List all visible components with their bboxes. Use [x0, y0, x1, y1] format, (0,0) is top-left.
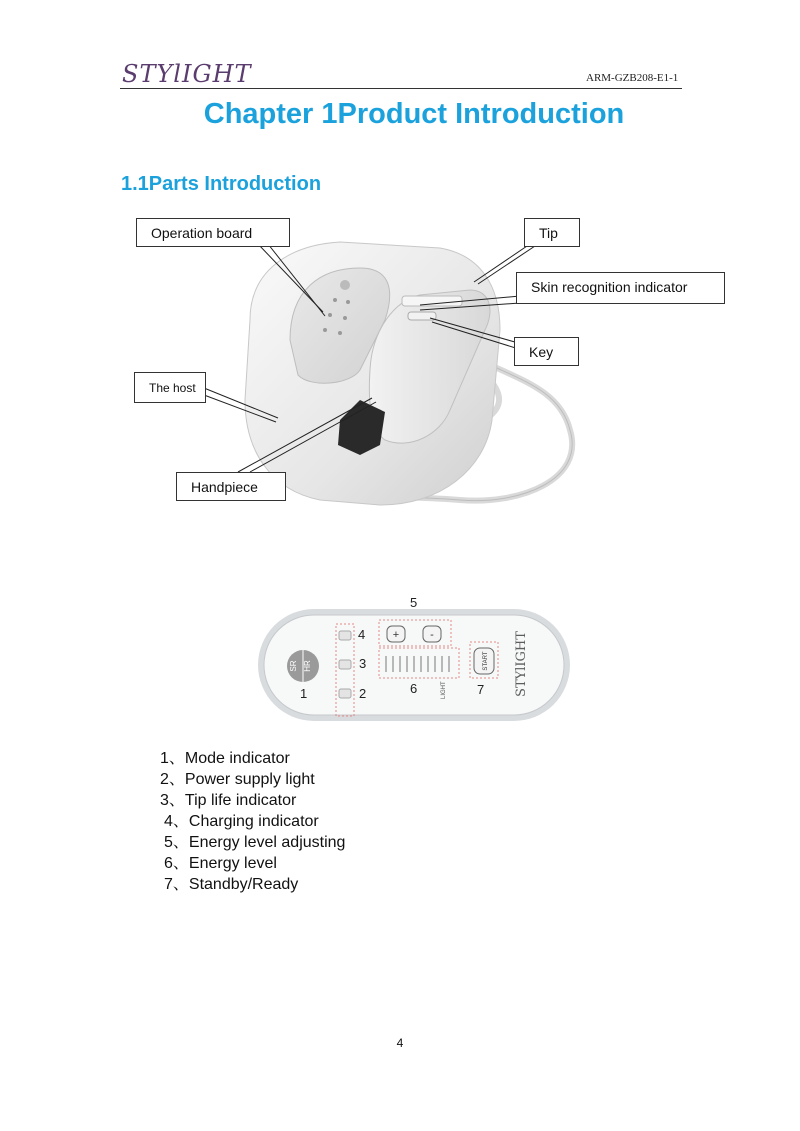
panel-number-4: 4: [358, 627, 366, 642]
page-number: 4: [396, 1036, 404, 1050]
callout-skin-recognition: Skin recognition indicator: [516, 272, 725, 304]
control-panel-diagram: [255, 604, 575, 726]
callout-operation-board: Operation board: [136, 218, 290, 247]
legend-item: 2、Power supply light: [160, 771, 315, 788]
legend-item: 5、Energy level adjusting: [164, 834, 346, 851]
section-title: 1.1Parts Introduction: [121, 173, 322, 195]
device-illustration: [0, 200, 800, 530]
panel-number-2: 2: [359, 686, 367, 701]
legend-item: 1、Mode indicator: [160, 750, 290, 767]
panel-number-6: 6: [410, 681, 418, 696]
legend-item: 7、Standby/Ready: [164, 876, 299, 893]
energy-plus-button: [387, 626, 405, 642]
panel-number-5: 5: [410, 595, 418, 610]
panel-brand: STYlIGHT: [514, 631, 529, 697]
minus-label: -: [430, 629, 434, 641]
legend-item: 6、Energy level: [164, 855, 277, 872]
header-divider: [120, 88, 682, 89]
legend-item: 3、Tip life indicator: [160, 792, 297, 809]
parts-legend: [160, 748, 345, 895]
mode-sr-label: SR: [289, 660, 298, 672]
callout-key: Key: [514, 337, 579, 366]
start-button: [474, 648, 494, 674]
panel-number-3: 3: [359, 656, 367, 671]
energy-minus-button: [423, 626, 441, 642]
panel-number-7: 7: [477, 682, 485, 697]
light-label: LIGHT: [441, 681, 447, 699]
callout-host: The host: [134, 372, 206, 403]
chapter-title: Chapter 1Product Introduction: [203, 98, 625, 130]
callout-handpiece: Handpiece: [176, 472, 286, 501]
mode-hr-label: HR: [303, 660, 312, 672]
mode-indicator: [287, 650, 319, 682]
panel-number-1: 1: [300, 686, 308, 701]
start-label: START: [483, 651, 489, 671]
document-code: ARM-GZB208-E1-1: [586, 72, 679, 84]
plus-label: +: [392, 629, 400, 641]
legend-item: 4、Charging indicator: [164, 813, 319, 830]
brand-logo: STYlIGHT: [122, 60, 252, 88]
callout-tip: Tip: [524, 218, 580, 247]
